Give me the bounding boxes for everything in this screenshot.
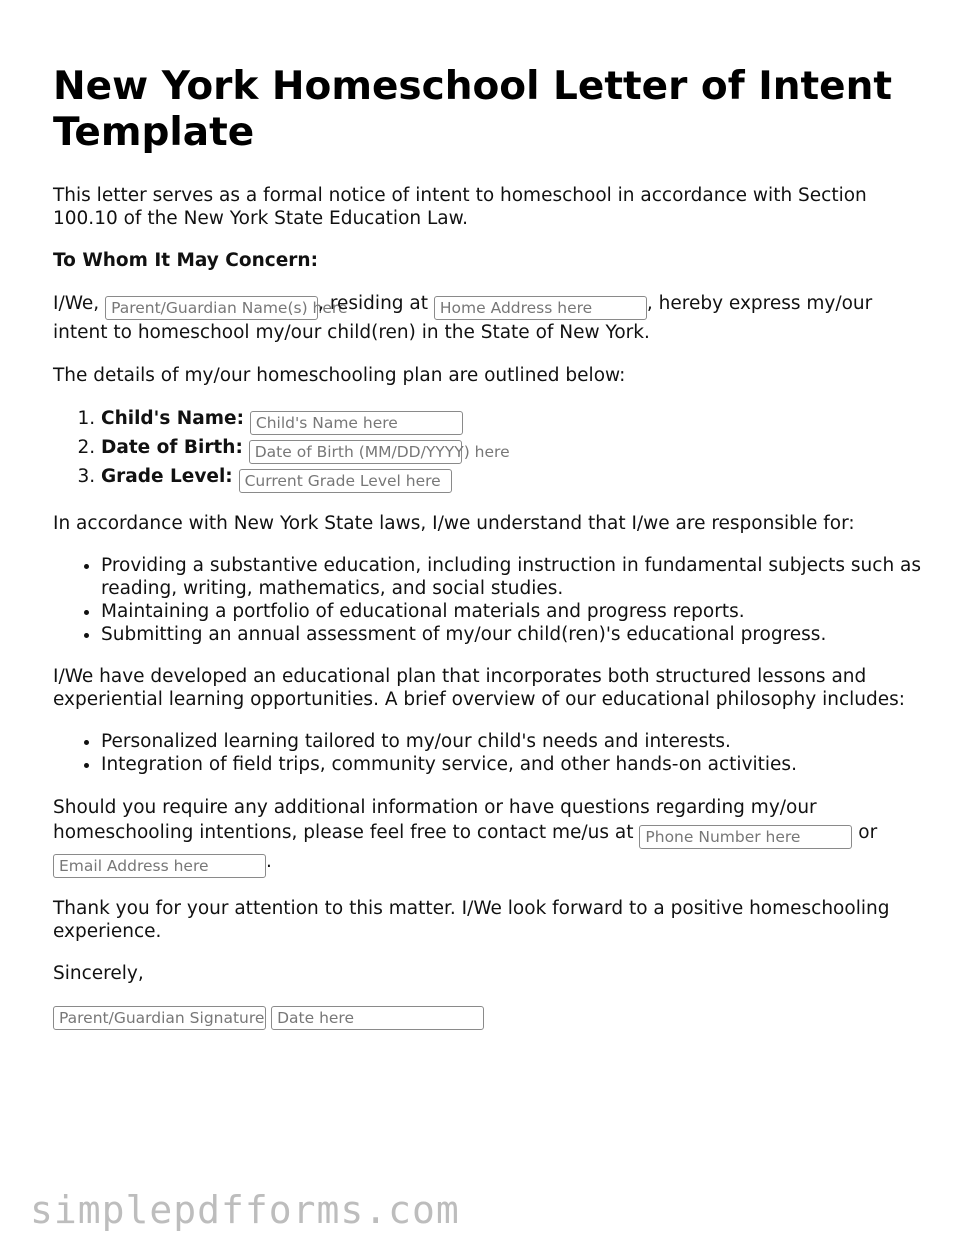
contact-paragraph (53, 795, 923, 878)
responsibilities-list (53, 554, 923, 646)
watermark: simplepdfforms.com (30, 1188, 460, 1232)
phone-number-field[interactable]: Phone Number here (639, 825, 852, 849)
detail-item-child-name (101, 406, 923, 435)
philosophy-list (53, 730, 923, 776)
contact-end: . (266, 851, 272, 872)
signature-date-field[interactable]: Date here (271, 1006, 484, 1030)
list-item: • Submitting an annual assessment of my/our child(ren)'s educational progress. (101, 623, 923, 646)
responsibilities-intro: In accordance with New York State laws, I/we understand that I/we are responsible for: (53, 513, 855, 534)
letter-page (53, 64, 923, 1030)
salutation: To Whom It May Concern: (53, 250, 318, 271)
intent-prefix: I/We, (53, 293, 100, 314)
detail-item-date-of-birth (101, 435, 923, 464)
list-item: • Maintaining a portfolio of educational materials and progress reports. (101, 600, 923, 623)
details-intro: The details of my/our homeschooling plan are outlined below: (53, 365, 626, 386)
list-item: • Providing a substantive education, including instruction in fundamental subjects such as reading, writing, mathematics, and social studies. (101, 554, 923, 600)
intent-paragraph (53, 291, 923, 345)
intent-middle: , residing at (318, 293, 429, 314)
contact-text: Should you require any additional information or have questions regarding my/our homeschooling intentions, please feel free to contact me/us at (53, 797, 817, 843)
child-name-field[interactable]: Child's Name here (250, 411, 463, 435)
closing: Sincerely, (53, 963, 144, 984)
signature-row (53, 1004, 923, 1030)
contact-or: or (858, 822, 878, 843)
grade-level-label: Grade Level: (101, 466, 233, 487)
plan-intro: I/We have developed an educational plan that incorporates both structured lessons and experiential learning opportunities. A brief overview of our educational philosophy includes: (53, 666, 905, 710)
home-address-field[interactable]: Home Address here (434, 296, 647, 320)
list-item: • Personalized learning tailored to my/our child's needs and interests. (101, 730, 923, 753)
grade-level-field[interactable]: Current Grade Level here (239, 469, 452, 493)
email-address-field[interactable]: Email Address here (53, 854, 266, 878)
page-title: New York Homeschool Letter of Intent Template (53, 64, 893, 155)
intent-suffix: , hereby express my/our intent to homeschool my/our child(ren) in the State of New York. (53, 293, 873, 343)
guardian-name-field[interactable]: Parent/Guardian Name(s) here (105, 296, 318, 320)
date-of-birth-field[interactable]: Date of Birth (MM/DD/YYYY) here (249, 440, 462, 464)
detail-item-grade-level (101, 464, 923, 493)
child-name-label: Child's Name: (101, 408, 244, 429)
list-item: • Integration of field trips, community service, and other hands-on activities. (101, 753, 923, 776)
intro-paragraph: This letter serves as a formal notice of intent to homeschool in accordance with Section 100.10 of the New York State Education Law. (53, 185, 867, 229)
date-of-birth-label: Date of Birth: (101, 437, 243, 458)
signature-field[interactable]: Parent/Guardian Signature (53, 1006, 266, 1030)
thanks-paragraph: Thank you for your attention to this matter. I/We look forward to a positive homeschooling experience. (53, 898, 890, 942)
details-list (53, 406, 923, 493)
